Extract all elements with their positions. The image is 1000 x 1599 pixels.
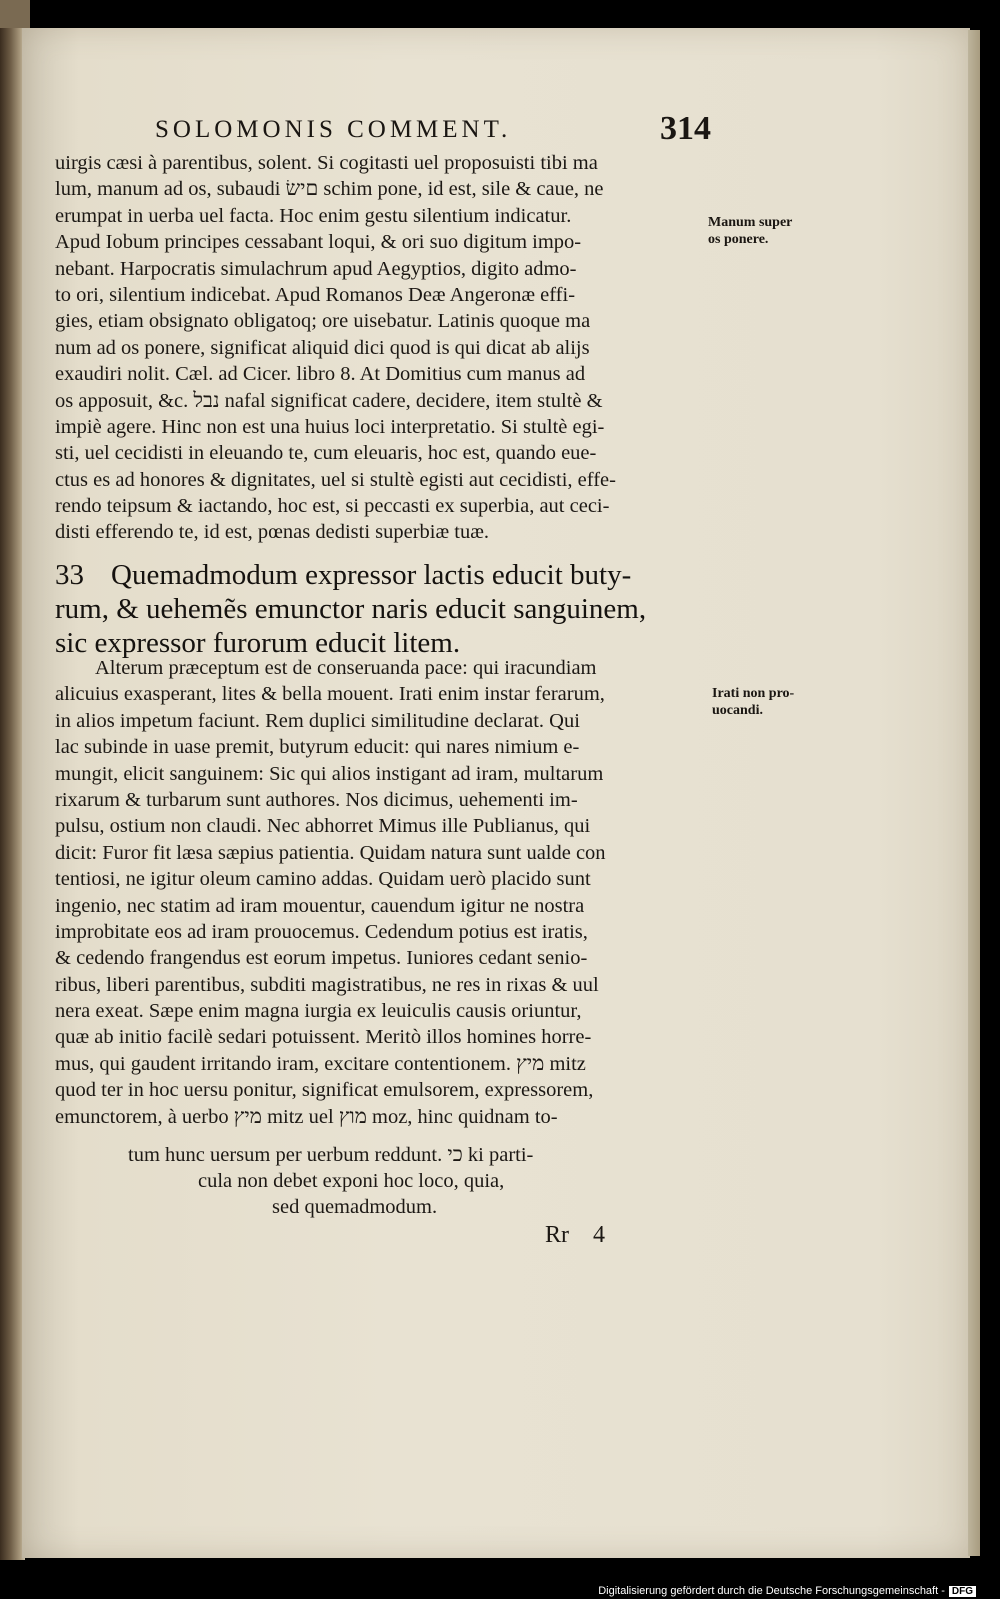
commentary-paragraph-2 [55,655,715,1130]
text-line: pulsu, ostium non claudi. Nec abhorret Mimus ille Publianus, qui [55,815,591,838]
text-line: lac subinde in uase premit, butyrum educit: qui nares nimium e- [55,736,580,759]
text-line: nebant. Harpocratis simulachrum apud Aegyptios, digito admo- [55,257,577,280]
margin-note-line: Irati non pro- [712,686,795,701]
tail-line: tum hunc uersum per uerbum reddunt. כי ki parti- [128,1144,534,1166]
text-line: & cedendo frangendus est eorum impetus. Iuniores cedant senio- [55,947,588,970]
tail-line: sed quemadmodum. [272,1196,438,1218]
text-line: rendo teipsum & iactando, hoc est, si peccasti ex superbia, aut ceci- [55,495,610,518]
margin-note-manum [708,214,792,248]
verse-line [55,558,715,592]
margin-note-irati [712,685,794,719]
signature-mark: Rr 4 [545,1222,605,1248]
book-binding-corner [0,0,30,28]
verse-number: 33 [55,559,84,591]
text-line: to ori, silentium indicebat. Apud Romanos Deæ Angeronæ effi- [55,283,576,306]
text-line: ctus es ad honores & dignitates, uel si stultè egisti aut cecidisti, effe- [55,468,616,491]
text-line: alicuius exasperant, lites & bella mouent. Irati enim instar ferarum, [55,683,605,706]
text-line: impiè agere. Hinc non est una huius loci interpretatio. Si stultè egi- [55,415,605,438]
text-line: Apud Iobum principes cessabant loqui, & ori suo digitum impo- [55,231,582,254]
verse-line: sic expressor furorum educit litem. [55,627,461,659]
margin-note-line: os ponere. [708,232,769,247]
text-line: lum, manum ad os, subaudi םישׂ schim pone, id est, sile & caue, ne [55,178,604,201]
footer-text: Digitalisierung gefördert durch die Deutsche Forschungsgemeinschaft - [598,1585,945,1597]
text-line: dicit: Furor fit læsa sæpius patientia. Quidam natura sunt ualde con [55,841,606,864]
scripture-verse [55,558,715,660]
text-line: quæ ab initio facilè sedari potuissent. Meritò illos homines horre- [55,1026,592,1049]
running-head [155,110,715,150]
text-line: rixarum & turbarum sunt authores. Nos dicimus, uehementi im- [55,788,578,811]
text-line: in alios impetum faciunt. Rem duplici similitudine declarat. Qui [55,709,580,732]
text-line: emunctorem, à uerbo מיץ mitz uel מוץ moz, hinc quidnam to- [55,1105,558,1128]
text-line: gies, etiam obsignato obligatoq; ore uisebatur. Latinis quoque ma [55,310,591,333]
text-line: nera exeat. Sæpe enim magna iurgia ex leuiculis causis oriuntur, [55,1000,582,1023]
verse-line: rum, & uehemẽs emunctor naris educit sanguinem, [55,593,647,625]
dfg-footer [598,1585,976,1597]
running-title: SOLOMONIS COMMENT. [155,116,512,143]
folio-number: 314 [660,110,711,147]
text-line: os apposuit, &c. נבל nafal significat cadere, decidere, item stultè & [55,389,603,412]
margin-note-line: Manum super [708,215,793,230]
text-line: ribus, liberi parentibus, subditi magistratibus, ne res in rixas & uul [55,973,599,996]
text-line: improbitate eos ad iram prouocemus. Cedendum potius est iratis, [55,920,588,943]
text-line: mungit, elicit sanguinem: Sic qui alios instigant ad iram, multarum [55,762,604,785]
page-fore-edge [968,30,980,1556]
verse-text: Quemadmodum expressor lactis educit buty- [111,559,632,591]
text-line: ingenio, nec statim ad iram mouentur, cauendum igitur ne nostra [55,894,585,917]
text-line: uirgis cæsi à parentibus, solent. Si cogitasti uel proposuisti tibi ma [55,152,598,174]
tail-line: cula non debet exponi hoc loco, quia, [198,1170,505,1192]
text-line: erumpat in uerba uel facta. Hoc enim gestu silentium indicatur. [55,204,572,227]
text-line: num ad os ponere, significat aliquid dici quod is qui dicat ab alijs [55,336,590,359]
commentary-paragraph-1 [55,150,715,546]
text-line: tentiosi, ne igitur oleum camino addas. Quidam uerò placido sunt [55,868,591,891]
margin-note-line: uocandi. [712,703,763,718]
text-line: disti efferendo te, id est, pœnas dedisti superbiæ tuæ. [55,521,490,544]
text-line: Alterum præceptum est de conseruanda pace: qui iracundiam [95,657,597,679]
dfg-logo: DFG [949,1586,976,1597]
text-line: sti, uel cecidisti in eleuando te, cum eleuaris, hoc est, quando eue- [55,442,597,465]
text-line: exaudiri nolit. Cæl. ad Cicer. libro 8. At Domitius cum manus ad [55,363,586,386]
text-line: mus, qui gaudent irritando iram, excitare contentionem. מיץ mitz [55,1052,586,1075]
text-line: quod ter in hoc uersu ponitur, significat emulsorem, expressorem, [55,1079,594,1102]
